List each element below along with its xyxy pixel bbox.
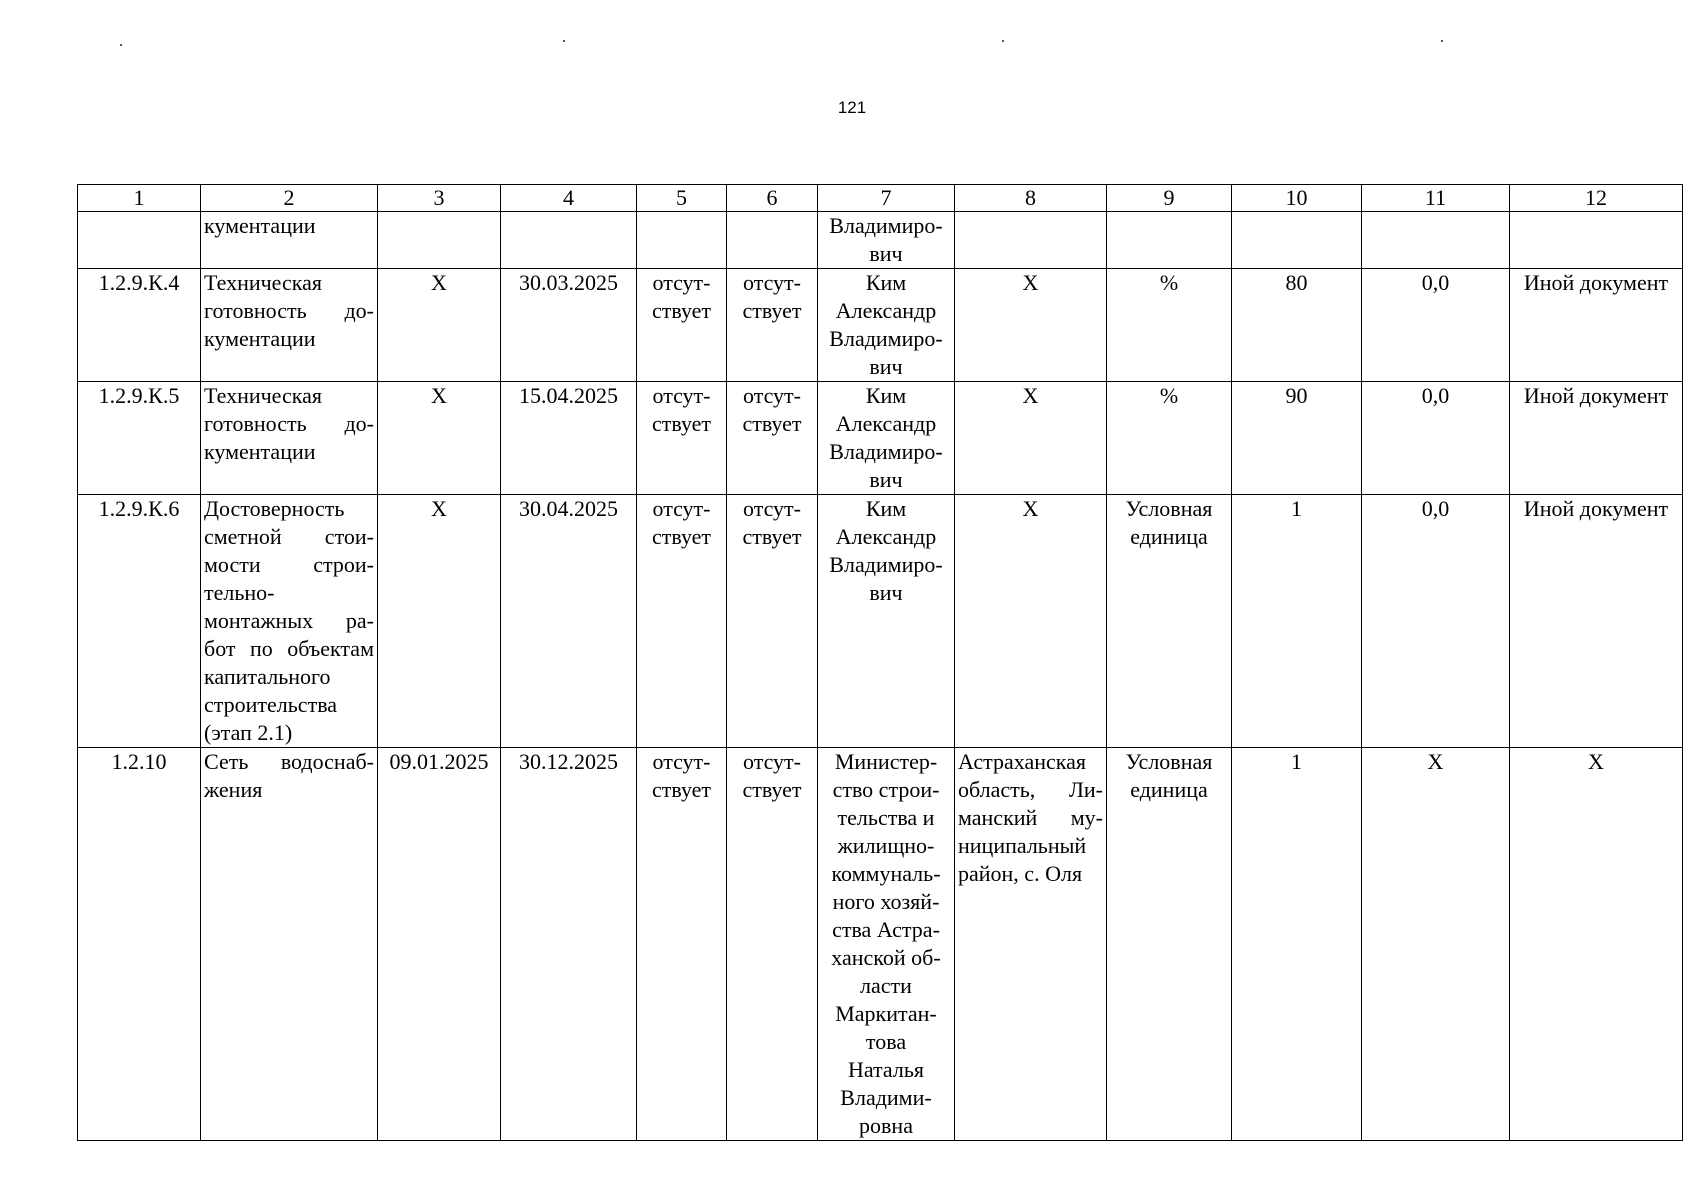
cell-col11: 0,0 [1362, 382, 1510, 495]
cell-col11 [1362, 212, 1510, 269]
row-name: Сеть водоснаб-жения [201, 748, 378, 1141]
table-row [78, 495, 1683, 748]
cell-col8 [955, 212, 1107, 269]
cell-col10 [1232, 212, 1362, 269]
col-header: 12 [1510, 185, 1683, 212]
cell-col6: отсут- ствует [727, 495, 818, 748]
table-row [78, 382, 1683, 495]
cell-col11: 0,0 [1362, 495, 1510, 748]
cell-unit: % [1107, 382, 1232, 495]
col-header: 6 [727, 185, 818, 212]
col-header: 10 [1232, 185, 1362, 212]
row-code [78, 212, 201, 269]
cell-responsible: Министер- ство строи- тельства и жилищно- коммуналь- ного хозяй- ства Астра- ханской об- ласти Маркитан- това Наталья Владими- ровна [818, 748, 955, 1141]
col-header: 3 [378, 185, 501, 212]
cell-col4: 15.04.2025 [501, 382, 637, 495]
col-header: 5 [637, 185, 727, 212]
row-code: 1.2.9.К.4 [78, 269, 201, 382]
cell-col10: 80 [1232, 269, 1362, 382]
cell-unit [1107, 212, 1232, 269]
col-header: 11 [1362, 185, 1510, 212]
cell-responsible: Ким Александр Владимиро- вич [818, 382, 955, 495]
cell-col6: отсут- ствует [727, 269, 818, 382]
cell-col3 [378, 212, 501, 269]
cell-responsible: Владимиро- вич [818, 212, 955, 269]
cell-document: Х [1510, 748, 1683, 1141]
cell-col5: отсут- ствует [637, 269, 727, 382]
row-code: 1.2.10 [78, 748, 201, 1141]
col-header: 2 [201, 185, 378, 212]
cell-col11: 0,0 [1362, 269, 1510, 382]
cell-document: Иной документ [1510, 269, 1683, 382]
cell-document: Иной документ [1510, 495, 1683, 748]
col-header: 9 [1107, 185, 1232, 212]
cell-unit: Условная единица [1107, 748, 1232, 1141]
row-name: Достоверность сметной стои-мости строи-тельно-монтажных ра-бот по объектам капитального строительства (этап 2.1) [201, 495, 378, 748]
column-number-row [78, 185, 1683, 212]
cell-col3: Х [378, 495, 501, 748]
cell-col10: 90 [1232, 382, 1362, 495]
cell-col4: 30.12.2025 [501, 748, 637, 1141]
cell-location: Астраханская область, Ли-манский му-ниципальный район, с. Оля [955, 748, 1107, 1141]
cell-unit: Условная единица [1107, 495, 1232, 748]
page-number: 121 [837, 98, 867, 117]
cell-col11: Х [1362, 748, 1510, 1141]
cell-col3: Х [378, 382, 501, 495]
col-header: 1 [78, 185, 201, 212]
cell-document: Иной документ [1510, 382, 1683, 495]
cell-col3: Х [378, 269, 501, 382]
row-name: Техническая готовность до-кументации [201, 382, 378, 495]
cell-document [1510, 212, 1683, 269]
cell-col8: Х [955, 495, 1107, 748]
cell-col4: 30.04.2025 [501, 495, 637, 748]
cell-col4: 30.03.2025 [501, 269, 637, 382]
table-row [78, 269, 1683, 382]
cell-responsible: Ким Александр Владимиро- вич [818, 269, 955, 382]
row-name: Техническая готовность до-кументации [201, 269, 378, 382]
row-name: кументации [201, 212, 378, 269]
cell-unit: % [1107, 269, 1232, 382]
cell-col8: Х [955, 269, 1107, 382]
row-code: 1.2.9.К.6 [78, 495, 201, 748]
data-table [77, 184, 1683, 1141]
cell-col8: Х [955, 382, 1107, 495]
cell-col5: отсут- ствует [637, 382, 727, 495]
cell-responsible: Ким Александр Владимиро- вич [818, 495, 955, 748]
cell-col5: отсут- ствует [637, 748, 727, 1141]
cell-col6: отсут- ствует [727, 748, 818, 1141]
cell-col4 [501, 212, 637, 269]
cell-col6: отсут- ствует [727, 382, 818, 495]
cell-col10: 1 [1232, 495, 1362, 748]
table-row [78, 748, 1683, 1141]
cell-col6 [727, 212, 818, 269]
col-header: 8 [955, 185, 1107, 212]
cell-col10: 1 [1232, 748, 1362, 1141]
table-row [78, 212, 1683, 269]
col-header: 7 [818, 185, 955, 212]
cell-col5 [637, 212, 727, 269]
row-code: 1.2.9.К.5 [78, 382, 201, 495]
cell-col5: отсут- ствует [637, 495, 727, 748]
col-header: 4 [501, 185, 637, 212]
cell-col3: 09.01.2025 [378, 748, 501, 1141]
